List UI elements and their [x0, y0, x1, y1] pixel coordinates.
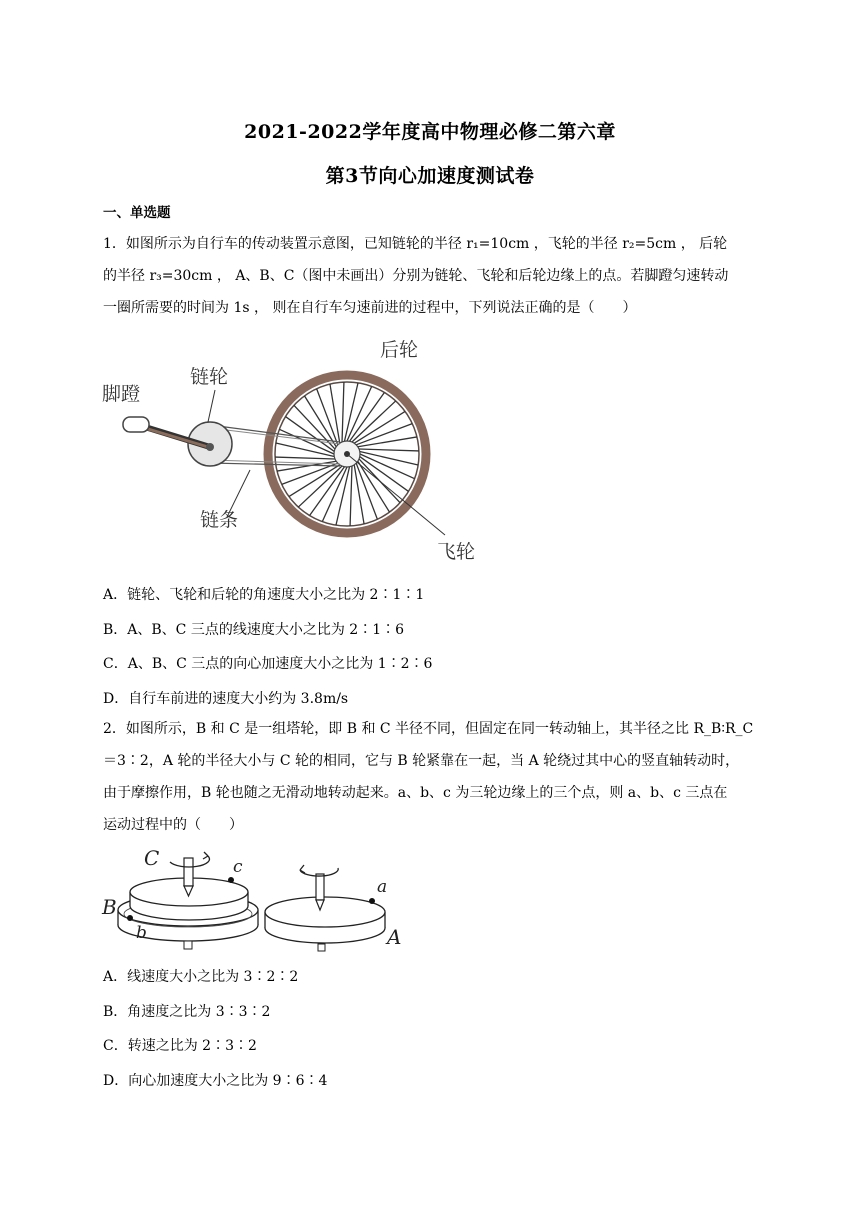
- question-text-line: 的半径 r₃=30cm ， A、B、C（图中未画出）分别为链轮、飞轮和后轮边缘上的点。若脚蹬匀速转动: [103, 268, 729, 284]
- rear-wheel-label: 后轮: [380, 339, 419, 361]
- flywheel-label: 飞轮: [437, 541, 476, 563]
- pedal-label: 脚蹬: [102, 383, 141, 405]
- question-text-line: ＝3∶2，A 轮的半径大小与 C 轮的相同，它与 B 轮紧靠在一起，当 A 轮绕过其中心的竖直轴转动时，: [103, 753, 740, 769]
- label-A: A: [387, 925, 402, 949]
- question-text-line: 2．如图所示，B 和 C 是一组塔轮，即 B 和 C 半径不同，但固定在同一转动轴上，其半径之比 R_B∶R_C: [103, 721, 754, 737]
- question-text-line: 由于摩擦作用，B 轮也随之无滑动地转动起来。a、b、c 为三轮边缘上的三个点，则 a、b、c 三点在: [103, 785, 728, 801]
- option-a: A．线速度大小之比为 3∶2∶2: [103, 969, 299, 985]
- question-text-line: 运动过程中的（ ）: [103, 817, 243, 833]
- option-b: B．角速度之比为 3∶3∶2: [103, 1004, 271, 1020]
- option-a: A．链轮、飞轮和后轮的角速度大小之比为 2∶1∶1: [103, 587, 425, 603]
- chain-label: 链条: [200, 509, 239, 531]
- chainring-label: 链轮: [190, 366, 229, 388]
- option-c: C．A、B、C 三点的向心加速度大小之比为 1∶2∶6: [103, 656, 433, 672]
- tower-wheel-figure: [100, 840, 410, 955]
- option-c: C．转速之比为 2∶3∶2: [103, 1038, 257, 1054]
- bicycle-drive-figure: [100, 330, 490, 570]
- page-title: 2021-2022学年度高中物理必修二第六章: [244, 121, 616, 143]
- label-C: C: [144, 846, 160, 870]
- page-subtitle: 第3节向心加速度测试卷: [325, 165, 535, 187]
- question-text-line: 1．如图所示为自行车的传动装置示意图，已知链轮的半径 r₁=10cm ，飞轮的半径 r₂=5cm ， 后轮: [103, 236, 728, 252]
- option-d: D．自行车前进的速度大小约为 3.8m/s: [103, 691, 349, 707]
- question-text-line: 一圈所需要的时间为 1s ， 则在自行车匀速前进的过程中，下列说法正确的是（ ）: [103, 300, 637, 316]
- label-c: c: [233, 857, 243, 877]
- option-d: D．向心加速度大小之比为 9∶6∶4: [103, 1073, 328, 1089]
- label-a: a: [377, 877, 388, 897]
- label-B: B: [102, 895, 117, 919]
- label-b: b: [136, 923, 147, 943]
- option-b: B．A、B、C 三点的线速度大小之比为 2∶1∶6: [103, 622, 405, 638]
- section-heading: 一、单选题: [103, 205, 171, 221]
